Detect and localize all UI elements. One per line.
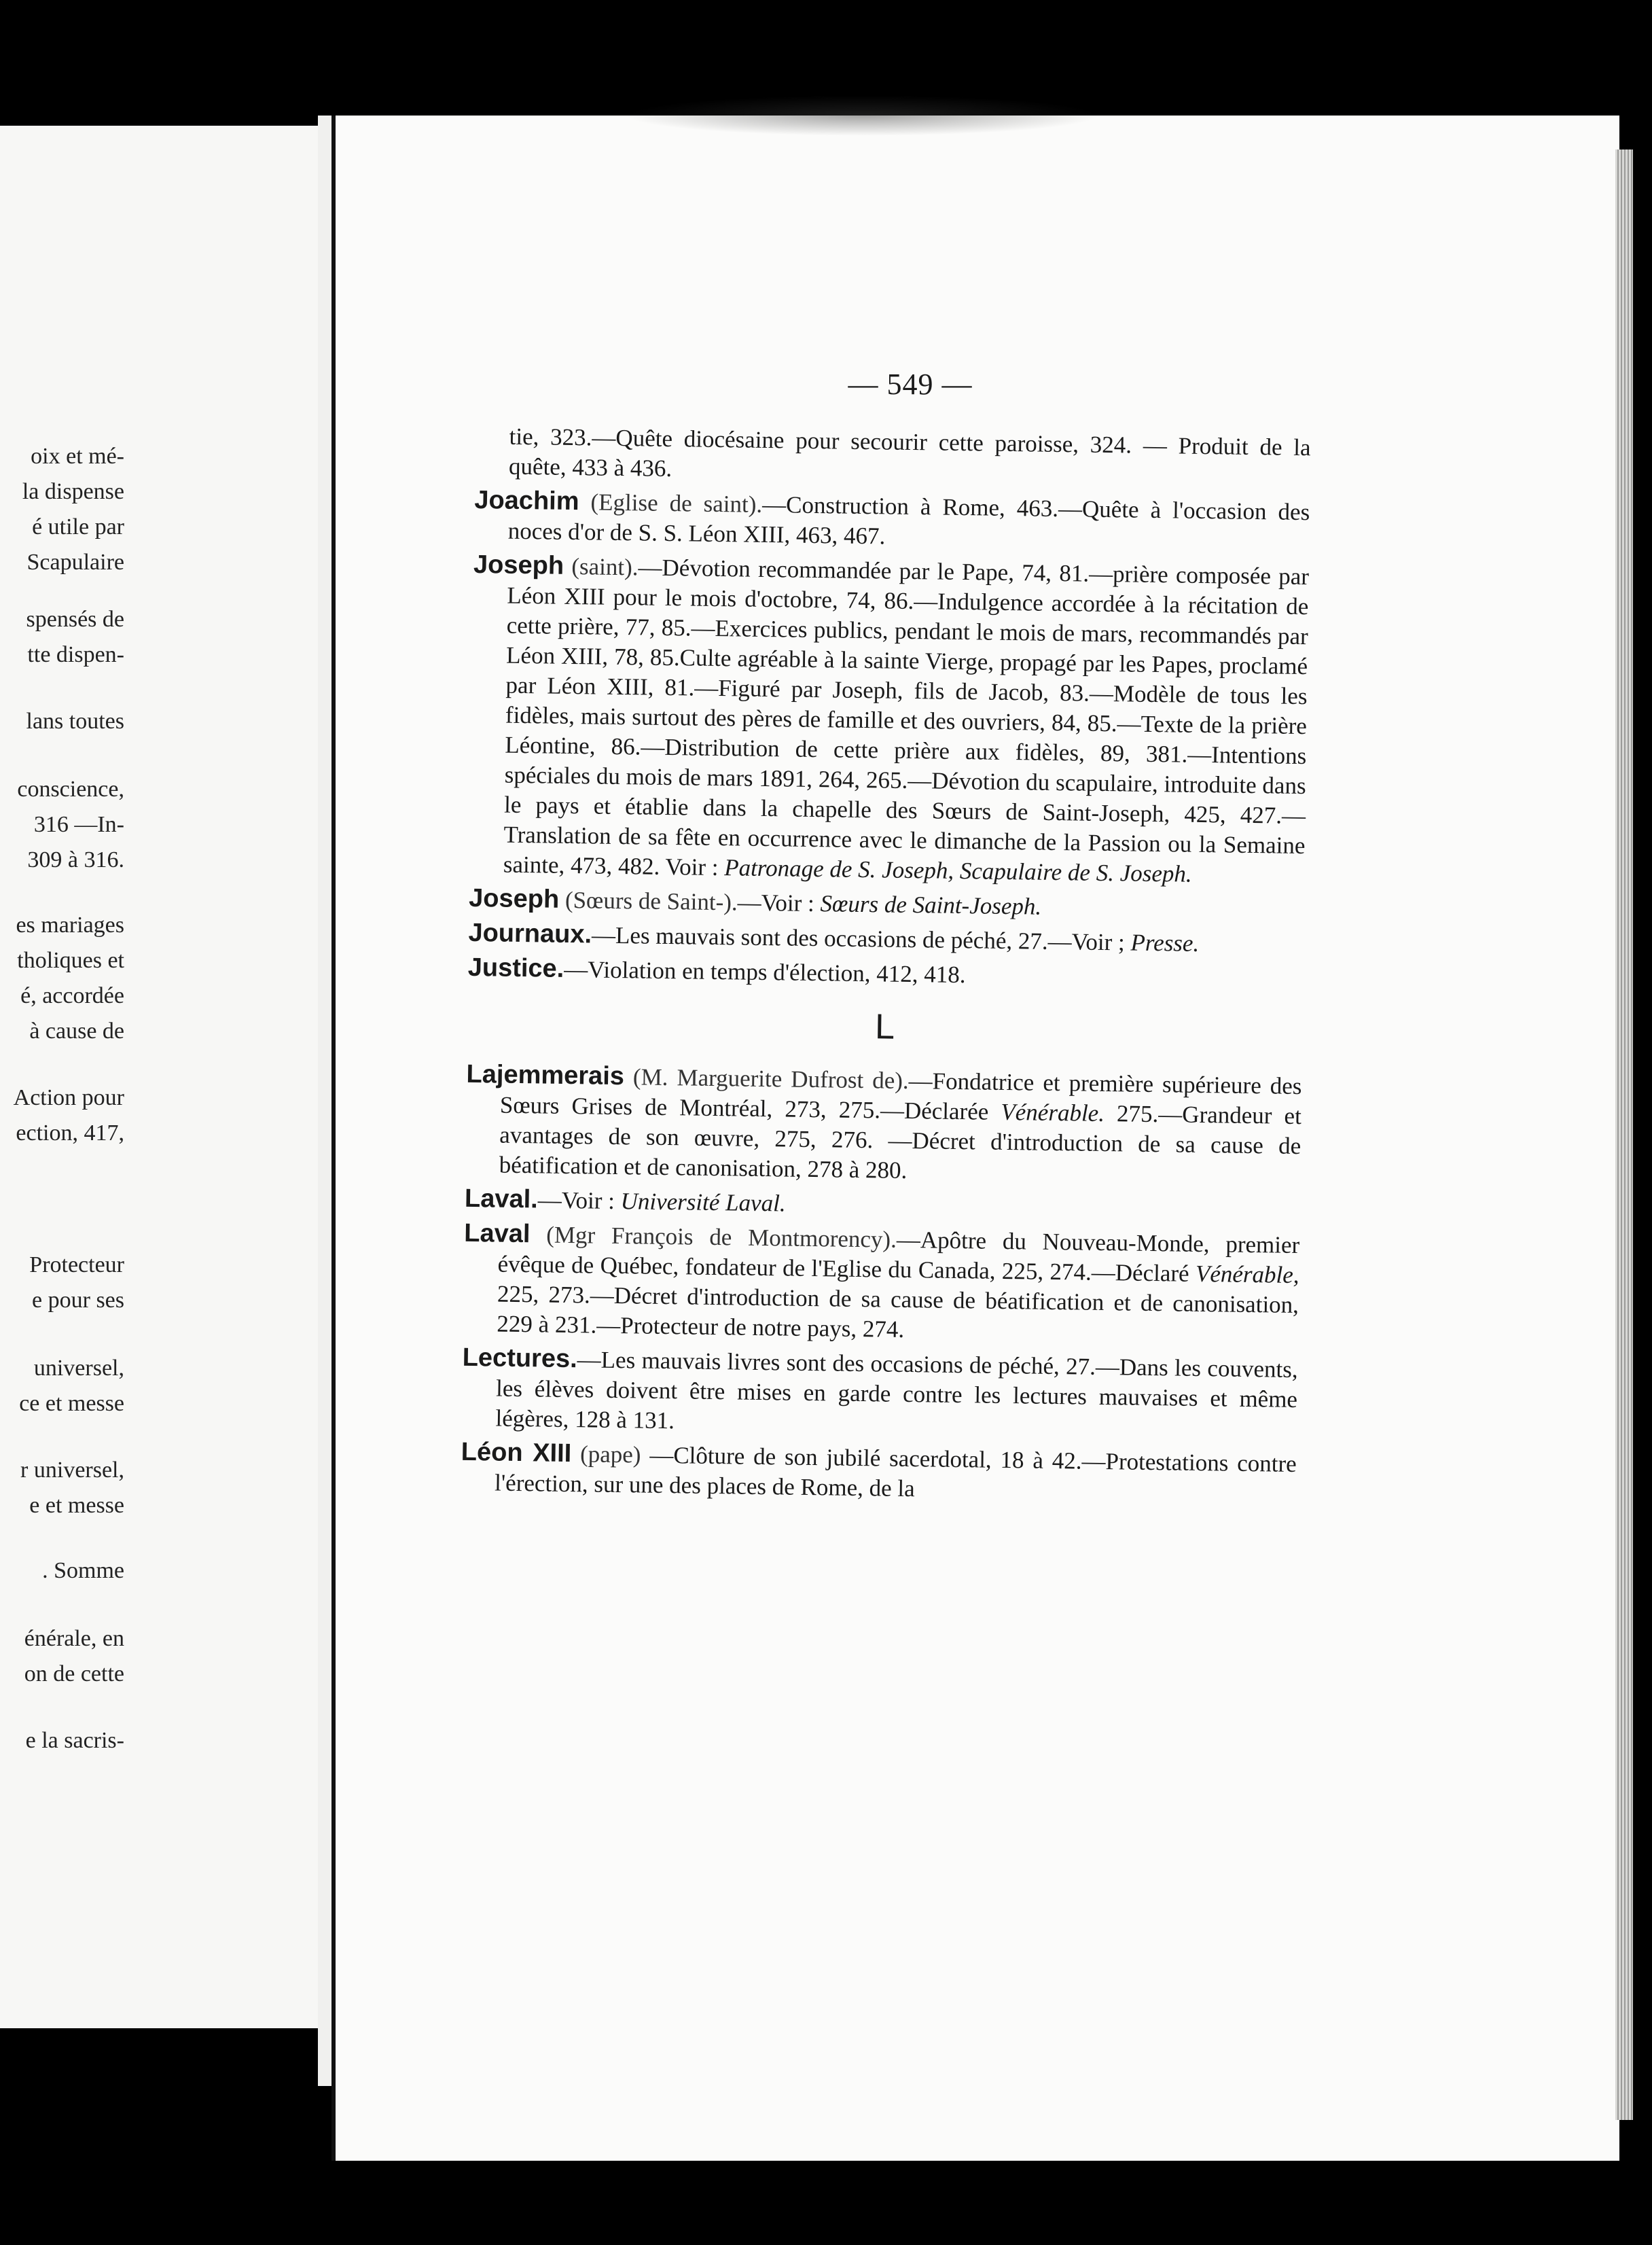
entry-headword: Laval. (464, 1184, 539, 1214)
entry-see-reference: Vénérable, (1195, 1260, 1299, 1289)
left-text-line: e et messe (29, 1493, 124, 1518)
left-text-line: é utile par (32, 514, 124, 540)
left-text-line: e pour ses (32, 1288, 124, 1313)
entry-qualifier: (pape) (571, 1440, 641, 1468)
index-entry (467, 953, 1304, 995)
entry-headword: Laval (464, 1218, 531, 1249)
left-text-line: Protecteur (29, 1252, 124, 1277)
entry-headword: Joseph (473, 550, 564, 580)
entry-text: —Les mauvais sont des occasions de péché, 27.—Voir ; (591, 921, 1131, 956)
index-entry (473, 485, 1310, 557)
entry-text: —Dévotion recommandée par le Pape, 74, 81.—prière composée par Léon XIII pour le mois d'octobre, 74, 86.—Indulgence accordée à la récitation de cette prière, 77, 85.—Exercices publics, pendant le mois de mars, recommandés par Léon XIII, 78, 85.Culte agréable à la sainte Vierge, propagé par les Papes, proclamé par Léon XIII, 81.—Figuré par Joseph, fils de Jacob, 83.—Modèle de tous les fidèles, mais surtout des pères de famille et des ouvriers, 84, 85.—Texte de la prière Léontine, 86.—Distribution de cette prière aux fidèles, 89, 381.—Intentions spéciales du mois de mars 1891, 264, 265.—Dévotion du scapulaire, introduite dans le pays et établie dans la chapelle des Sœurs de Saint-Joseph, 425, 427.—Translation de sa fête en occurrence avec le dimanche de la Passion ou la Semaine sainte, 473, 482. Voir : (503, 554, 1310, 881)
left-text-line: tte dispen- (27, 642, 124, 667)
entry-text: —Fondatrice et première supérieure des Sœurs Grises de Montréal, 273, 275.—Déclarée (499, 1067, 1302, 1125)
entry-text: —Apôtre du Nouveau-Monde, premier évêque de Québec, fondateur de l'Eglise du Canada, 225, 274.—Déclaré (497, 1226, 1300, 1287)
entry-see-reference: Vénérable. (1001, 1098, 1105, 1127)
entry-headword: Joachim (474, 485, 579, 516)
entry-text: —Voir : (537, 1186, 621, 1215)
left-text-line: énérale, en (24, 1626, 124, 1651)
left-text-line: oix et mé- (31, 444, 124, 469)
entry-text: —Clôture de son jubilé sacerdotal, 18 à 42.—Protestations contre l'érection, sur une des places de Rome, de la (494, 1441, 1297, 1502)
left-text-line: . Somme (42, 1558, 124, 1583)
index-column (461, 421, 1311, 1513)
left-text-line: la dispense (22, 479, 124, 504)
entry-see-reference: Sœurs de Saint-Joseph. (820, 890, 1042, 920)
entry-text: —Construction à Rome, 463.—Quête à l'occasion des noces d'or de S. S. Léon XIII, 463, 467. (507, 491, 1310, 550)
left-text-line: 316 —In- (33, 812, 124, 837)
left-text-line: r universel, (20, 1457, 124, 1483)
left-text-line: é, accordée (20, 983, 124, 1008)
entry-text: —Violation en temps d'élection, 412, 418. (564, 955, 966, 989)
entry-see-reference: Université Laval. (620, 1188, 786, 1217)
index-entry (461, 1343, 1298, 1445)
entry-qualifier: (Sœurs de Saint-). (558, 886, 738, 916)
book-gutter (318, 116, 331, 2086)
page-number: — 549 — (848, 368, 973, 401)
left-text-line: à cause de (29, 1019, 124, 1044)
left-text-line: lans toutes (26, 709, 124, 734)
left-text-line: Scapulaire (26, 550, 124, 575)
left-text-line: spensés de (26, 607, 124, 632)
entry-text: —Voir : (737, 889, 821, 917)
left-text-line: es mariages (16, 913, 124, 938)
left-text-line: conscience, (17, 777, 124, 802)
entry-text: tie, 323.—Quête diocésaine pour secourir cette paroisse, 324. — Produit de la quête, 433 à 436. (508, 423, 1311, 482)
entry-headword: Joseph (468, 883, 560, 914)
left-page-fragment (0, 126, 318, 2028)
index-entry (465, 1059, 1301, 1191)
entry-headword: Justice. (467, 953, 564, 983)
left-text-line: e la sacris- (25, 1728, 124, 1753)
entry-headword: Lajemmerais (466, 1059, 625, 1091)
entry-headword: Léon XIII (461, 1437, 572, 1468)
left-text-line: ce et messe (19, 1391, 124, 1416)
left-text-line: on de cette (24, 1661, 124, 1686)
entry-text: —Les mauvais livres sont des occasions de péché, 27.—Dans les couvents, les élèves doivent être mises en garde contre les lectures mauvaises et même légères, 128 à 131. (495, 1346, 1298, 1434)
entry-qualifier: (Mgr François de Montmorency). (530, 1221, 897, 1253)
index-entry (461, 1437, 1297, 1509)
entry-see-reference: Presse. (1130, 929, 1200, 957)
entry-qualifier: (saint). (563, 552, 639, 581)
scan-smudge (625, 95, 1100, 136)
entry-qualifier: (M. Marguerite Dufrost de). (624, 1063, 909, 1094)
page-edge (1615, 149, 1633, 2120)
entry-headword: Lectures. (462, 1343, 578, 1374)
entry-see-reference: Patronage de S. Joseph, Scapulaire de S. Joseph. (723, 854, 1192, 887)
entry-text-tail: 225, 273.—Décret d'introduction de sa cause de béatification et de canonisation, 229 à 231.—Protecteur de notre pays, 274. (497, 1280, 1299, 1343)
index-entry (469, 550, 1310, 891)
entry-text-tail: 275.—Grandeur et avantages de son œuvre, 275, 276. —Décret d'introduction de sa cause de béatification et de canonisation, 278 à 280. (499, 1100, 1302, 1184)
left-text-line: universel, (33, 1356, 124, 1381)
index-entry (463, 1218, 1299, 1350)
index-entry (475, 421, 1311, 493)
left-text-line: 309 à 316. (27, 847, 124, 872)
entry-headword: Journaux. (468, 918, 592, 949)
left-text-line: tholiques et (17, 948, 124, 973)
left-text-line: ection, 417, (16, 1120, 124, 1146)
section-letter: L (874, 1007, 895, 1047)
entry-qualifier: (Eglise de saint). (579, 489, 763, 518)
left-text-line: Action pour (13, 1085, 124, 1110)
